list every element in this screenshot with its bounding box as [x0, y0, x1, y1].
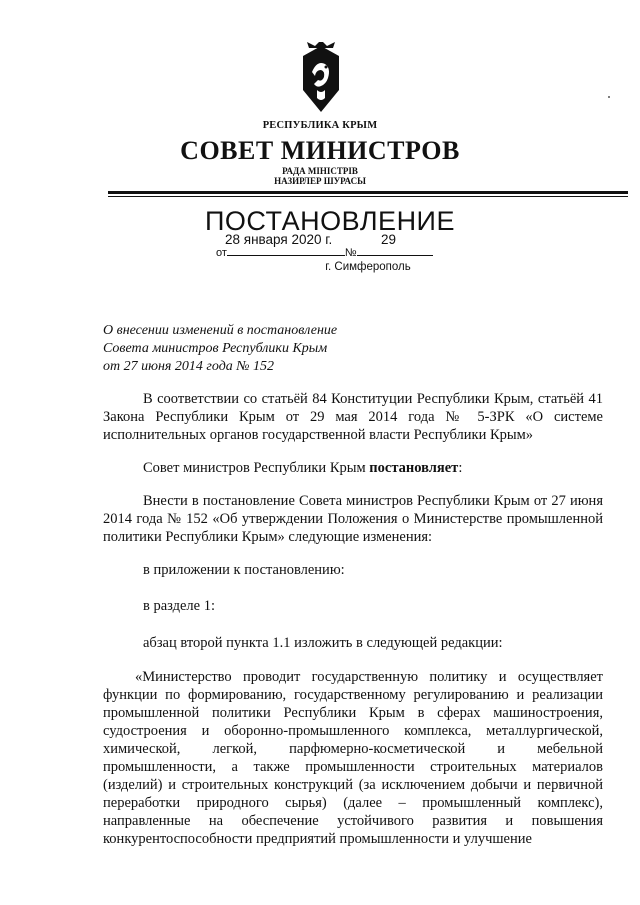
coat-of-arms-icon	[295, 42, 347, 114]
document-date: 28 января 2020 г.	[225, 232, 333, 247]
header-divider-thin	[108, 196, 628, 197]
resolution-paragraph	[103, 459, 603, 477]
resolution-text: Совет министров Республики Крым	[143, 460, 370, 476]
body-paragraph: в разделе 1:	[143, 598, 216, 614]
document-type: ПОСТАНОВЛЕНИЕ	[205, 206, 455, 236]
document-number: 29	[381, 232, 397, 247]
document-subject	[103, 322, 337, 376]
date-underline	[227, 246, 345, 256]
subject-line: Совета министров Республики Крым	[103, 341, 328, 356]
body-paragraph: В соответствии со статьёй 84 Конституции Республики Крым, статьёй 41 Закона Республики Крым от 29 мая 2014 года № 5-ЗРК «О системе исполнительных органов государственной власти Республики Крым»	[103, 391, 603, 443]
header-crimean-tatar: НАЗИРЛЕР ШУРАСЫ	[274, 176, 366, 186]
subject-line: О внесении изменений в постановление	[103, 323, 338, 338]
body-paragraph: абзац второй пункта 1.1 изложить в следующей редакции:	[143, 635, 503, 651]
date-prefix: от	[216, 247, 227, 259]
scan-speck	[608, 96, 610, 98]
date-number-line	[216, 246, 433, 259]
resolution-verb: постановляет	[369, 460, 459, 476]
document-city: г. Симферополь	[325, 261, 411, 273]
number-underline	[357, 246, 433, 256]
header-republic: РЕСПУБЛИКА КРЫМ	[262, 120, 378, 131]
quoted-paragraph: «Министерство проводит государственную политику и осуществляет функции по формированию, государственному регулированию и реализации промышленной политики Республики Крым в сферах машиностроения, судостроения и оборонно-промышленного комплекса, металлургической, химической, легкой, парфюмерно-косметической и мебельной промышленности, а также промышленности строительных материалов (изделий) и строительных конструкций (за исключением добычи и первичной переработки природного сырья) (далее – промышленный комплекс), направленные на обеспечение устойчивого развития и повышения конкурентоспособности предприятий промышленности и улучшение	[103, 669, 603, 847]
subject-line: от 27 июня 2014 года № 152	[103, 359, 274, 374]
header-divider-thick	[108, 191, 628, 194]
body-paragraph: Внести в постановление Совета министров Республики Крым от 27 июня 2014 года № 152 «Об утверждении Положения о Министерстве промышленной политики Республики Крым» следующие изменения:	[103, 493, 603, 545]
header-council: СОВЕТ МИНИСТРОВ	[180, 136, 460, 165]
header-ukrainian: РАДА МІНІСТРІВ	[282, 166, 358, 176]
number-prefix: №	[344, 247, 357, 259]
resolution-colon: :	[458, 460, 463, 476]
body-paragraph: в приложении к постановлению:	[143, 562, 345, 578]
